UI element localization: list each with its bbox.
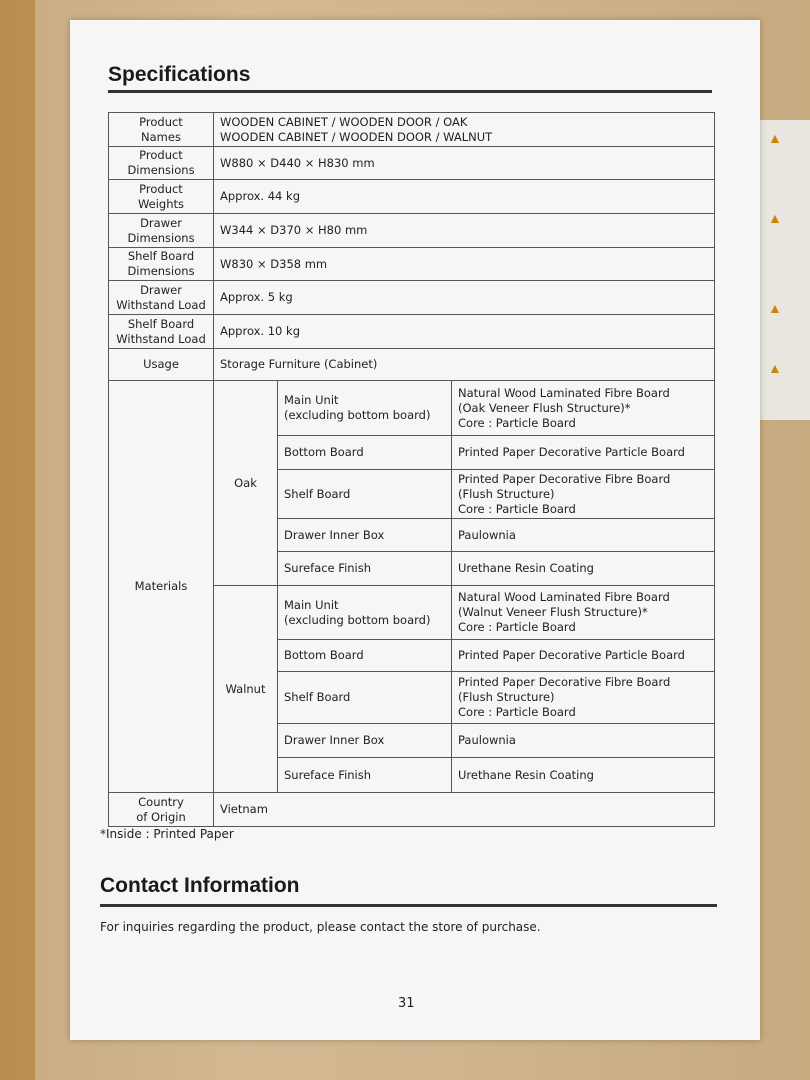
walnut-label: Walnut (214, 586, 278, 793)
oak-bottom-board-material: Printed Paper Decorative Particle Board (452, 436, 715, 470)
drawer-dimensions-value: W344 × D370 × H80 mm (214, 214, 715, 248)
oak-drawer-box-part: Drawer Inner Box (278, 519, 452, 552)
walnut-shelf-board-part: Shelf Board (278, 672, 452, 724)
product-names-value: WOODEN CABINET / WOODEN DOOR / OAK WOODEN CABINET / WOODEN DOOR / WALNUT (214, 113, 715, 147)
shelf-load-value: Approx. 10 kg (214, 315, 715, 349)
oak-main-unit-part: Main Unit (excluding bottom board) (278, 381, 452, 436)
tab-marker-icon: ▲ (768, 300, 782, 316)
specifications-title: Specifications (108, 63, 251, 86)
tab-marker-icon: ▲ (768, 360, 782, 376)
weights-value: Approx. 44 kg (214, 180, 715, 214)
materials-label: Materials (109, 381, 214, 793)
walnut-bottom-board-part: Bottom Board (278, 640, 452, 672)
oak-surface-finish-part: Sureface Finish (278, 552, 452, 586)
walnut-surface-finish-material: Urethane Resin Coating (452, 758, 715, 793)
drawer-load-value: Approx. 5 kg (214, 281, 715, 315)
usage-label: Usage (109, 349, 214, 381)
walnut-drawer-box-material: Paulownia (452, 724, 715, 758)
tab-marker-icon: ▲ (768, 130, 782, 146)
oak-main-unit-material: Natural Wood Laminated Fibre Board (Oak Veneer Flush Structure)* Core : Particle Board (452, 381, 715, 436)
oak-label: Oak (214, 381, 278, 586)
table-row (109, 793, 715, 827)
table-row (109, 113, 715, 147)
origin-value: Vietnam (214, 793, 715, 827)
dimensions-value: W880 × D440 × H830 mm (214, 147, 715, 180)
contact-text: For inquiries regarding the product, please contact the store of purchase. (100, 920, 541, 934)
walnut-drawer-box-part: Drawer Inner Box (278, 724, 452, 758)
contact-divider (100, 904, 717, 907)
oak-bottom-board-part: Bottom Board (278, 436, 452, 470)
table-row (109, 180, 715, 214)
walnut-main-unit-part: Main Unit (excluding bottom board) (278, 586, 452, 640)
page-number: 31 (398, 996, 415, 1011)
shelf-dimensions-value: W830 × D358 mm (214, 248, 715, 281)
binder-tabs (760, 120, 810, 420)
walnut-bottom-board-material: Printed Paper Decorative Particle Board (452, 640, 715, 672)
oak-surface-finish-material: Urethane Resin Coating (452, 552, 715, 586)
walnut-surface-finish-part: Sureface Finish (278, 758, 452, 793)
shelf-load-label: Shelf Board Withstand Load (109, 315, 214, 349)
table-row (109, 248, 715, 281)
tab-marker-icon: ▲ (768, 210, 782, 226)
table-row (109, 147, 715, 180)
oak-shelf-board-material: Printed Paper Decorative Fibre Board (Flush Structure) Core : Particle Board (452, 470, 715, 519)
table-row (109, 214, 715, 248)
table-row (109, 349, 715, 381)
contact-title: Contact Information (100, 874, 300, 897)
product-names-label: Product Names (109, 113, 214, 147)
table-row (109, 381, 715, 436)
walnut-shelf-board-material: Printed Paper Decorative Fibre Board (Flush Structure) Core : Particle Board (452, 672, 715, 724)
usage-value: Storage Furniture (Cabinet) (214, 349, 715, 381)
table-row (109, 281, 715, 315)
walnut-main-unit-material: Natural Wood Laminated Fibre Board (Walnut Veneer Flush Structure)* Core : Particle Board (452, 586, 715, 640)
title-divider (108, 90, 712, 93)
weights-label: Product Weights (109, 180, 214, 214)
oak-shelf-board-part: Shelf Board (278, 470, 452, 519)
specifications-table (108, 112, 715, 827)
origin-label: Country of Origin (109, 793, 214, 827)
dimensions-label: Product Dimensions (109, 147, 214, 180)
footnote: *Inside : Printed Paper (100, 827, 234, 841)
drawer-load-label: Drawer Withstand Load (109, 281, 214, 315)
drawer-dimensions-label: Drawer Dimensions (109, 214, 214, 248)
oak-drawer-box-material: Paulownia (452, 519, 715, 552)
table-row (109, 315, 715, 349)
shelf-dimensions-label: Shelf Board Dimensions (109, 248, 214, 281)
